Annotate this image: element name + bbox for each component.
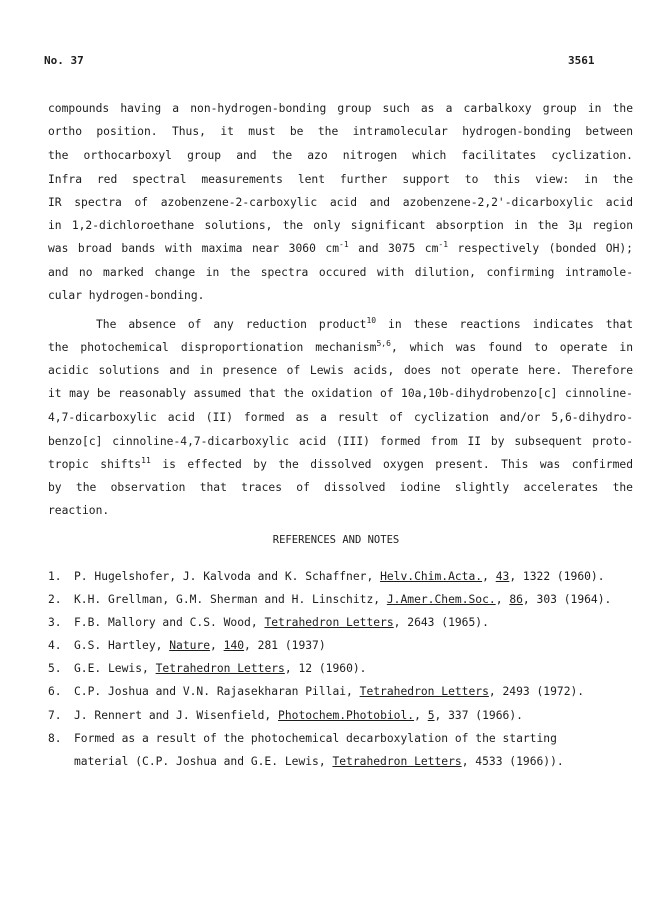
reference-authors: J. Rennert and J. Wisenfield, [74, 709, 279, 722]
text-line: and no marked change in the spectra occured with dilution, confirming intramole- [48, 266, 633, 279]
reference-text: , 303 (1964). [522, 593, 612, 606]
reference-continuation [74, 755, 564, 769]
text-line: Infra red spectral measurements lent further support to this view: in the [48, 173, 633, 186]
reference-authors: C.P. Joshua and V.N. Rajasekharan Pillai, [74, 685, 360, 698]
superscript: 10 [366, 316, 377, 325]
text-run: and 3075 cm [348, 242, 439, 255]
text-line [48, 318, 633, 332]
text-line: cular hydrogen-bonding. [48, 289, 205, 302]
text-run: is effected by the dissolved oxygen present. This was confirmed [150, 458, 633, 471]
reference-journal: Nature [169, 639, 211, 652]
superscript: -1 [438, 240, 449, 249]
text-run: The absence of any reduction product [96, 318, 367, 331]
reference-authors: Formed as a result of the photochemical decarboxylation of the starting [74, 732, 557, 745]
text-run: tropic shifts [48, 458, 142, 471]
reference-volume: 5 [427, 709, 435, 722]
reference-number: 3. [48, 616, 62, 629]
text-line: IR spectra of azobenzene-2-carboxylic acid and azobenzene-2,2'-dicarboxylic acid [48, 196, 633, 209]
text-line: ortho position. Thus, it must be the intramolecular hydrogen-bonding between [48, 125, 633, 138]
text-line: 4,7-dicarboxylic acid (II) formed as a result of cyclization and/or 5,6-dihydro- [48, 411, 633, 424]
superscript: 11 [141, 456, 151, 465]
reference-item [48, 639, 628, 653]
reference-journal: Tetrahedron Letters [359, 685, 489, 698]
reference-text: , 337 (1966). [434, 709, 523, 722]
reference-number: 2. [48, 593, 62, 606]
text-run: cinnoline-4,7-dicarboxylic acid (III) formed from II by subsequent proto- [102, 435, 633, 448]
text-line [48, 341, 633, 355]
reference-text: , [210, 639, 224, 652]
text-run: cinnoline- [557, 387, 633, 400]
text-run: benzo [48, 435, 83, 448]
reference-item [48, 662, 628, 676]
text-line [48, 387, 633, 401]
reference-number: 7. [48, 709, 62, 722]
text-run: in these reactions indicates that [376, 318, 633, 331]
text-line: the orthocarboxyl group and the azo nitrogen which facilitates cyclization. [48, 149, 633, 162]
reference-journal: Photochem.Photobiol. [278, 709, 415, 722]
reference-volume: 140 [223, 639, 245, 652]
reference-journal: Tetrahedron Letters [264, 616, 394, 629]
reference-journal: J.Amer.Chem.Soc. [386, 593, 496, 606]
text-run: [c] [82, 435, 103, 448]
text-line: in 1,2-dichloroethane solutions, the only significant absorption in the 3µ region [48, 219, 633, 232]
reference-volume: 86 [509, 593, 523, 606]
reference-number: 1. [48, 570, 62, 583]
reference-text: , 12 (1960). [284, 662, 367, 675]
reference-item [48, 616, 628, 630]
reference-journal: Tetrahedron Letters [332, 755, 462, 768]
reference-authors: K.H. Grellman, G.M. Sherman and H. Linschitz, [74, 593, 387, 606]
page-number-left: No. 37 [44, 54, 84, 67]
reference-item [48, 593, 628, 607]
text-line: reaction. [48, 504, 110, 517]
reference-item [48, 732, 628, 746]
reference-item [48, 709, 628, 723]
reference-number: 4. [48, 639, 62, 652]
text-line [48, 458, 633, 472]
reference-text: , 2493 (1972). [488, 685, 585, 698]
reference-authors: F.B. Mallory and C.S. Wood, [74, 616, 265, 629]
text-line: by the observation that traces of dissolved iodine slightly accelerates the [48, 481, 633, 494]
reference-text: , 4533 (1966)). [461, 755, 564, 768]
text-run: [c] [537, 387, 558, 400]
reference-text: , [495, 593, 510, 606]
reference-number: 6. [48, 685, 62, 698]
reference-volume: 43 [495, 570, 510, 583]
page-number-right: 3561 [568, 54, 595, 67]
reference-authors: material (C.P. Joshua and G.E. Lewis, [74, 755, 333, 768]
reference-text: , 2643 (1965). [393, 616, 489, 629]
reference-authors: G.S. Hartley, [74, 639, 170, 652]
reference-journal: Helv.Chim.Acta. [380, 570, 483, 583]
reference-text: , 1322 (1960). [509, 570, 605, 583]
reference-journal: Tetrahedron Letters [155, 662, 285, 675]
references-heading: REFERENCES AND NOTES [272, 534, 400, 546]
superscript: 5,6 [376, 339, 391, 348]
reference-authors: G.E. Lewis, [74, 662, 156, 675]
text-run: the photochemical disproportionation mechanism [48, 341, 377, 354]
text-line [48, 242, 633, 256]
reference-text: , [414, 709, 428, 722]
reference-item [48, 570, 628, 584]
text-line: acidic solutions and in presence of Lewis acids, does not operate here. Therefore [48, 364, 633, 377]
text-run: it may be reasonably assumed that the oxidation of 10a,10b-dihydrobenzo [48, 387, 538, 400]
reference-text: , [482, 570, 496, 583]
text-line [48, 435, 633, 449]
text-run: , which was found to operate in [390, 341, 633, 354]
text-run: was broad bands with maxima near 3060 cm [48, 242, 339, 255]
reference-number: 5. [48, 662, 62, 675]
reference-item [48, 685, 628, 699]
reference-number: 8. [48, 732, 62, 745]
superscript: -1 [339, 240, 349, 249]
reference-authors: P. Hugelshofer, J. Kalvoda and K. Schaffner, [74, 570, 381, 583]
text-run: respectively (bonded OH); [448, 242, 633, 255]
text-line: compounds having a non-hydrogen-bonding group such as a carbalkoxy group in the [48, 102, 633, 115]
reference-text: , 281 (1937) [244, 639, 326, 652]
